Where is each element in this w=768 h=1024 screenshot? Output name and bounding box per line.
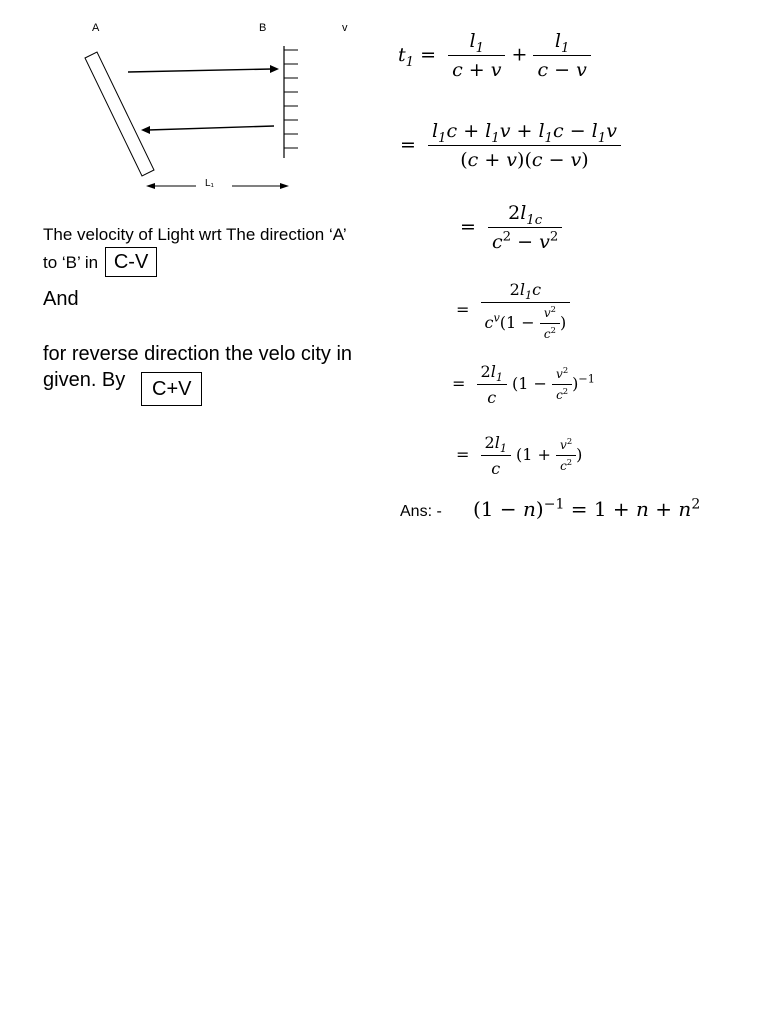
equation-3: = $\frac{2l_{1c}}{c^2 - v^2}$ (460, 202, 562, 253)
answer-box-c-plus-v: C+V (141, 372, 202, 406)
answer-label: Ans: - (400, 503, 442, 520)
mirror-diagram (0, 0, 380, 210)
equation-4: = $2l_1c$ $c^v(1$ − $\frac{v^2}{c^2}$ ) (456, 280, 570, 341)
label-v: v (342, 22, 348, 34)
equation-answer: $(1 - n)^{-1} = 1 + n + n^2$ (473, 496, 701, 521)
label-l1: L₁ (205, 178, 214, 189)
velocity-text-line1: The velocity of Light wrt The direction ‘A’ (43, 225, 347, 244)
velocity-text-line2 (43, 247, 157, 277)
mirror-b-hatching (284, 50, 298, 148)
equation-5: = $\frac{2l_1}{c}$ (1 − $\frac{v^2}{c^2}$ )$^{-1}$ (452, 362, 595, 407)
answer-box-c-minus-v: C-V (105, 247, 157, 277)
velocity-text-line2-label: to ‘B’ in (43, 253, 99, 272)
equation-2: = $\frac{l_1c + l_1v + l_1c - l_1v}{(c + v)(c - v)}$ (400, 120, 621, 171)
reverse-text-line2 (43, 367, 125, 393)
arrow-forward (128, 65, 279, 73)
equation-6: = $\frac{2l_1}{c}$ (1 + $\frac{v^2}{c^2}$ ) (456, 433, 583, 478)
label-a: A (92, 22, 100, 34)
label-b: B (259, 22, 267, 34)
equation-1: $t_1$ = $\frac{l_1}{c + v}$ + $\frac{l_1}{c - v}$ (398, 30, 591, 81)
length-dimension (146, 183, 289, 189)
mirror-a (85, 52, 154, 176)
reverse-text-line1: for reverse direction the velo city in (43, 343, 353, 365)
and-text: And (43, 288, 79, 310)
arrow-return (141, 126, 274, 134)
reverse-text-line2-label: given. By (43, 369, 126, 391)
